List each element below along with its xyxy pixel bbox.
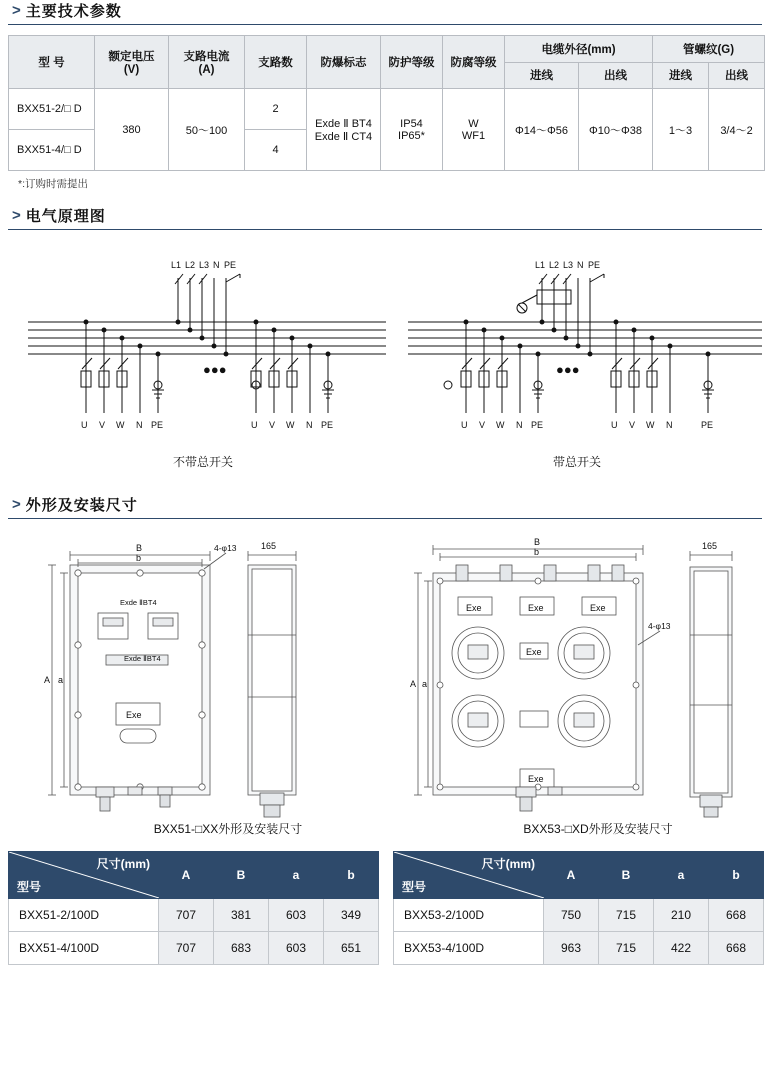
th-voltage: 额定电压 (V)	[95, 36, 169, 89]
dimension-tables	[8, 851, 762, 965]
dim-value: 963	[544, 932, 599, 965]
plate-exe: Exe	[466, 603, 482, 613]
section-title: 外形及安装尺寸	[25, 497, 138, 514]
table-row	[394, 932, 764, 965]
dimension-table-bxx53	[393, 851, 764, 965]
out-label: U	[461, 420, 468, 430]
out-label: W	[646, 420, 655, 430]
dim-value: 381	[214, 899, 269, 932]
out-label: V	[99, 420, 106, 430]
section-arrow-icon: >	[12, 2, 21, 19]
th-model: 型 号	[9, 36, 95, 89]
dim-value: 422	[654, 932, 709, 965]
cell-ip: IP54 IP65*	[381, 89, 443, 171]
out-label: U	[611, 420, 618, 430]
ellipsis-dots: ●●●	[556, 362, 580, 377]
th-cable-in: 进线	[505, 62, 579, 89]
outline-drawings	[8, 525, 762, 845]
dim-label-B: B	[534, 537, 541, 547]
dim-label-b: b	[136, 553, 142, 563]
section-header-outline	[8, 494, 762, 519]
cell-branches: 2	[245, 89, 307, 130]
dim-value: 750	[544, 899, 599, 932]
dim-col-b: b	[709, 852, 764, 899]
cell-cable-out: Φ10～Φ38	[579, 89, 653, 171]
th-ex-mark: 防爆标志	[307, 36, 381, 89]
dim-value: 707	[159, 899, 214, 932]
dim-label-A: A	[44, 675, 51, 685]
dim-col-a: a	[654, 852, 709, 899]
th-thread-out: 出线	[709, 62, 765, 89]
cell-corrosion: W WF1	[443, 89, 505, 171]
dim-col-A: A	[159, 852, 214, 899]
th-ip: 防护等级	[381, 36, 443, 89]
th-current: 支路电流 (A)	[169, 36, 245, 89]
cell-voltage: 380	[95, 89, 169, 171]
dim-value: 707	[159, 932, 214, 965]
spec-table	[8, 35, 765, 171]
out-label: PE	[321, 420, 334, 430]
spec-note: *:订购时需提出	[18, 178, 89, 190]
nameplate-small: Exde ⅡBT4	[124, 654, 161, 663]
phase-label: L1	[171, 260, 182, 270]
dim-col-B: B	[599, 852, 654, 899]
plate-exe: Exe	[528, 603, 544, 613]
out-label: W	[496, 420, 505, 430]
dim-model: BXX53-2/100D	[394, 899, 544, 932]
cell-thread-out: 3/4～2	[709, 89, 765, 171]
out-label: PE	[701, 420, 714, 430]
out-label: W	[116, 420, 125, 430]
section-header-spec	[8, 0, 762, 25]
dim-value: 715	[599, 899, 654, 932]
phase-label: L3	[199, 260, 210, 270]
th-corrosion: 防腐等级	[443, 36, 505, 89]
table-row	[394, 899, 764, 932]
phase-label: PE	[224, 260, 237, 270]
dim-value: 651	[324, 932, 379, 965]
phase-label: L2	[549, 260, 560, 270]
dim-value: 349	[324, 899, 379, 932]
section-title: 电气原理图	[25, 208, 106, 225]
section-arrow-icon: >	[12, 496, 21, 513]
out-label: N	[666, 420, 673, 430]
out-label: V	[479, 420, 486, 430]
dim-value: 668	[709, 899, 764, 932]
depth-label: 165	[702, 541, 718, 551]
table-row	[9, 89, 765, 130]
spec-table-wrapper	[8, 35, 762, 191]
out-label: U	[81, 420, 88, 430]
out-label: N	[136, 420, 143, 430]
outline-caption-right: BXX53-□XD外形及安装尺寸	[523, 822, 673, 836]
hole-label: 4-φ13	[214, 543, 237, 553]
cell-model: BXX51-2/□ D	[9, 89, 95, 130]
outline-caption-left: BXX51-□XX外形及安装尺寸	[153, 822, 303, 836]
table-row	[9, 932, 379, 965]
th-thread-group: 管螺纹(G)	[653, 36, 765, 63]
dim-col-b: b	[324, 852, 379, 899]
dim-label-a: a	[58, 675, 64, 685]
phase-label: L3	[563, 260, 574, 270]
table-row	[9, 899, 379, 932]
dim-col-B: B	[214, 852, 269, 899]
plate-exe: Exe	[526, 647, 542, 657]
cell-current: 50～100	[169, 89, 245, 171]
section-arrow-icon: >	[12, 207, 21, 224]
schematic-diagram	[8, 238, 762, 488]
section-header-schematic	[8, 205, 762, 230]
dim-corner-header: 尺寸(mm) 型号	[9, 852, 159, 899]
cell-model: BXX51-4/□ D	[9, 130, 95, 171]
dim-value: 715	[599, 932, 654, 965]
out-label: V	[629, 420, 636, 430]
dim-model: BXX51-4/100D	[9, 932, 159, 965]
dim-col-a: a	[269, 852, 324, 899]
cell-ex-mark: Exde Ⅱ BT4 Exde Ⅱ CT4	[307, 89, 381, 171]
dim-label-A: A	[410, 679, 417, 689]
cell-cable-in: Φ14～Φ56	[505, 89, 579, 171]
out-label: PE	[151, 420, 164, 430]
dimension-table-bxx51	[8, 851, 379, 965]
out-label: N	[306, 420, 313, 430]
th-branches: 支路数	[245, 36, 307, 89]
phase-label: L2	[185, 260, 196, 270]
dim-label-b: b	[534, 547, 540, 557]
out-label: PE	[531, 420, 544, 430]
th-thread-in: 进线	[653, 62, 709, 89]
dim-model: BXX51-2/100D	[9, 899, 159, 932]
depth-label: 165	[261, 541, 277, 551]
dim-corner-header: 尺寸(mm) 型号	[394, 852, 544, 899]
schematic-caption-right: 带总开关	[553, 455, 602, 469]
nameplate-small: Exde ⅡBT4	[120, 598, 157, 607]
dim-value: 210	[654, 899, 709, 932]
phase-label: N	[577, 260, 584, 270]
dim-value: 603	[269, 899, 324, 932]
section-title: 主要技术参数	[25, 3, 122, 20]
dim-col-A: A	[544, 852, 599, 899]
hole-label: 4-φ13	[648, 621, 671, 631]
phase-label: PE	[588, 260, 601, 270]
ellipsis-dots: ●●●	[203, 362, 227, 377]
dim-label-a: a	[422, 679, 428, 689]
dim-value: 668	[709, 932, 764, 965]
dim-model: BXX53-4/100D	[394, 932, 544, 965]
dim-value: 683	[214, 932, 269, 965]
cell-branches: 4	[245, 130, 307, 171]
plate-exe: Exe	[528, 774, 544, 784]
out-label: N	[516, 420, 523, 430]
phase-label: N	[213, 260, 220, 270]
schematic-caption-left: 不带总开关	[173, 455, 234, 469]
dim-label-B: B	[136, 543, 143, 553]
th-cable-group: 电缆外径(mm)	[505, 36, 653, 63]
phase-label: L1	[535, 260, 546, 270]
out-label: U	[251, 420, 258, 430]
cell-thread-in: 1～3	[653, 89, 709, 171]
th-cable-out: 出线	[579, 62, 653, 89]
out-label: V	[269, 420, 276, 430]
plate-exe: Exe	[590, 603, 606, 613]
out-label: W	[286, 420, 295, 430]
plate-exe: Exe	[126, 710, 142, 720]
dim-value: 603	[269, 932, 324, 965]
